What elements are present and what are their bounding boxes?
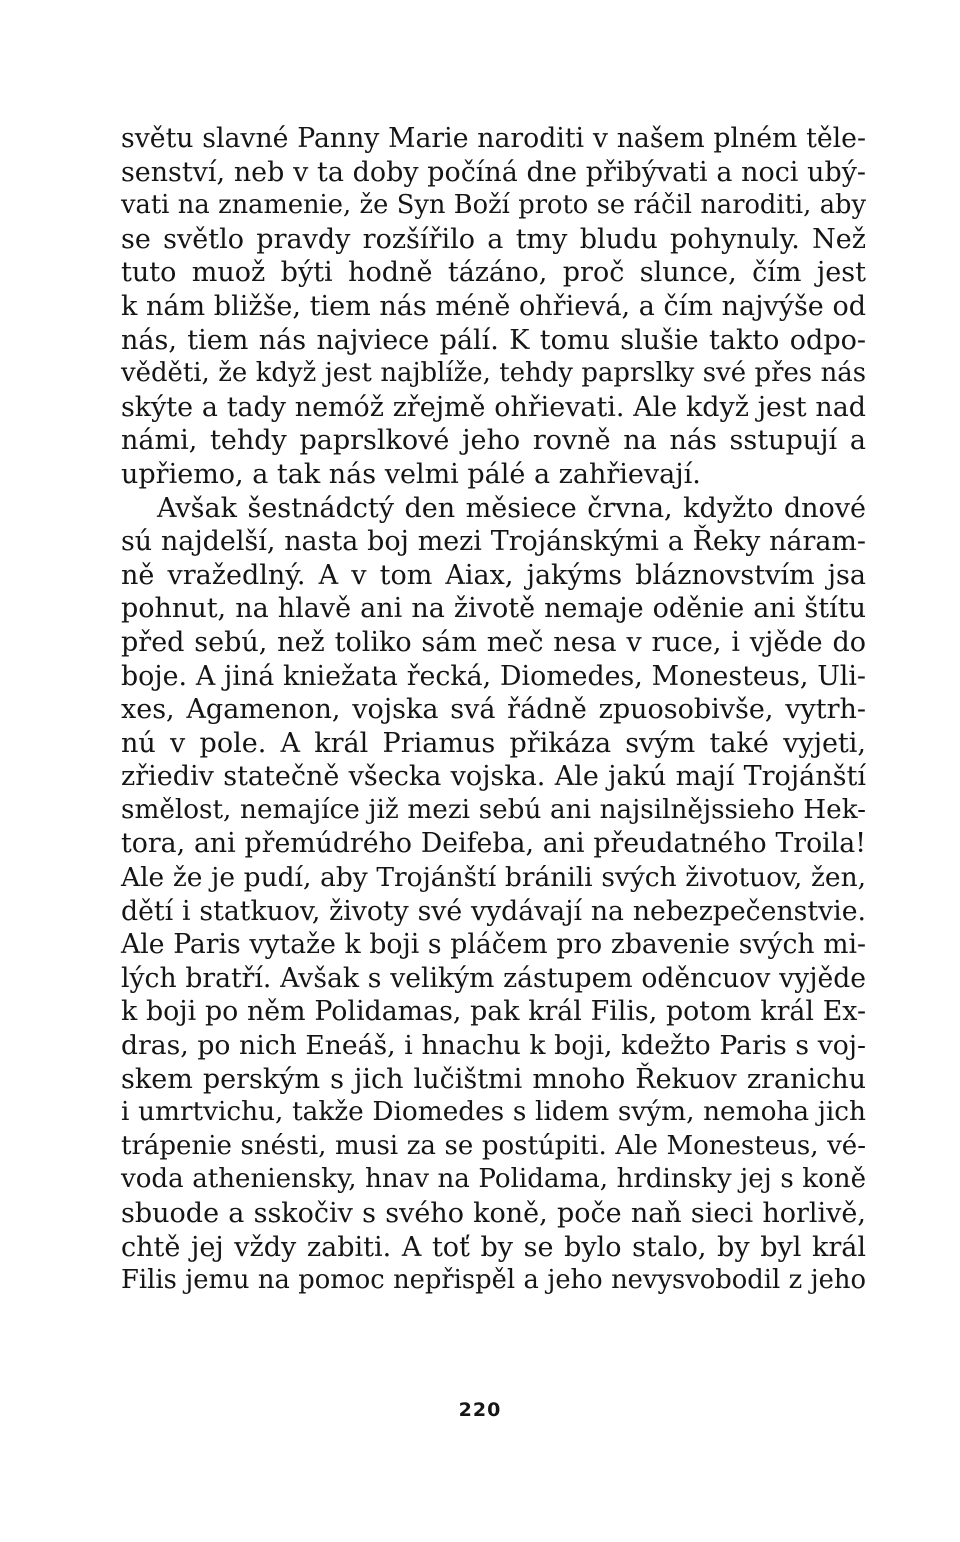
- paragraph-start-line: Avšak šestnádctý den měsiece črvna, kdyžto dnové: [157, 492, 866, 524]
- text-line: trápenie snésti, musi za se postúpiti. Ale Monesteus, vé-: [121, 1130, 866, 1161]
- text-line: zřiediv statečně všecka vojska. Ale jakú mají Trojánští: [121, 761, 866, 793]
- text-line: Ale že je pudí, aby Trojánští bránili svých životuov, žen,: [121, 862, 866, 894]
- text-line: skem perským s jich lučištmi mnoho Řekuov zranichu: [121, 1063, 866, 1095]
- text-line: nú v pole. A král Priamus přikáza svým také vyjeti,: [121, 727, 866, 759]
- text-line: Ale Paris vytaže k boji s pláčem pro zbavenie svých mi-: [121, 929, 866, 961]
- text-line: námi, tehdy paprslkové jeho rovně na nás sstupují a: [121, 425, 866, 457]
- text-line: světu slavné Panny Marie naroditi v našem plném těle-: [121, 123, 866, 154]
- text-line: lých bratří. Avšak s velikým zástupem oděncuov vyjěde: [121, 962, 866, 994]
- text-line: ně vražedlný. A v tom Aiax, jakýms bláznovstvím jsa: [121, 559, 866, 591]
- text-line: nás, tiem nás najviece pálí. K tomu slušie takto odpo-: [121, 324, 866, 356]
- text-line: věděti, že když jest najblíže, tehdy paprslky své přes nás: [121, 358, 866, 389]
- text-line: pohnut, na hlavě ani na životě nemaje oděnie ani štítu: [121, 593, 866, 625]
- text-line: skýte a tady nemóž zřejmě ohřievati. Ale když jest nad: [121, 391, 866, 423]
- text-line: se světlo pravdy rozšířilo a tmy bludu pohynuly. Než: [121, 223, 866, 255]
- text-line: smělost, nemajíce již mezi sebú ani najsilnějssieho Hek-: [121, 794, 866, 825]
- text-line: tuto muož býti hodně tázáno, proč slunce, čím jest: [121, 257, 866, 289]
- text-line: dětí i statkuov, životy své vydávají na nebezpečenstvie.: [121, 895, 866, 927]
- text-line: xes, Agamenon, vojska svá řádně zpuosobivše, vytrh-: [121, 694, 866, 726]
- text-line: sbuode a sskočiv s svého koně, poče naň sieci horlivě,: [121, 1198, 866, 1229]
- text-line: voda atheniensky, hnav na Polidama, hrdinsky jej s koně: [121, 1164, 866, 1195]
- text-line: sú najdelší, nasta boj mezi Trojánskými a Řeky náram-: [121, 526, 866, 558]
- text-line: Filis jemu na pomoc nepřispěl a jeho nevysvobodil z jeho: [121, 1265, 866, 1296]
- paragraph-end-line: upřiemo, a tak nás velmi pálé a zahřievají.: [121, 458, 701, 490]
- body-text: [121, 122, 866, 1298]
- text-line: před sebú, než toliko sám meč nesa v ruce, i vjěde do: [121, 626, 866, 658]
- text-line: vati na znamenie, že Syn Boží proto se ráčil naroditi, aby: [121, 190, 866, 221]
- text-line: chtě jej vždy zabiti. A toť by se bylo stalo, by byl král: [121, 1231, 866, 1263]
- text-line: boje. A jiná kniežata řecká, Diomedes, Monesteus, Uli-: [121, 660, 866, 692]
- text-line: dras, po nich Eneáš, i hnachu k boji, kdežto Paris s voj-: [121, 1030, 866, 1062]
- text-line: senství, neb v ta doby počíná dne přibývati a noci ubý-: [121, 156, 866, 188]
- text-line: i umrtvichu, takže Diomedes s lidem svým, nemoha jich: [121, 1097, 866, 1128]
- text-line: tora, ani přemúdrého Deifeba, ani přeudatného Troila!: [121, 828, 866, 860]
- text-line: k boji po něm Polidamas, pak král Filis, potom král Ex-: [121, 996, 866, 1028]
- page-number: 220: [458, 1399, 502, 1421]
- text-line: k nám bližše, tiem nás méně ohřievá, a čím najvýše od: [121, 290, 866, 322]
